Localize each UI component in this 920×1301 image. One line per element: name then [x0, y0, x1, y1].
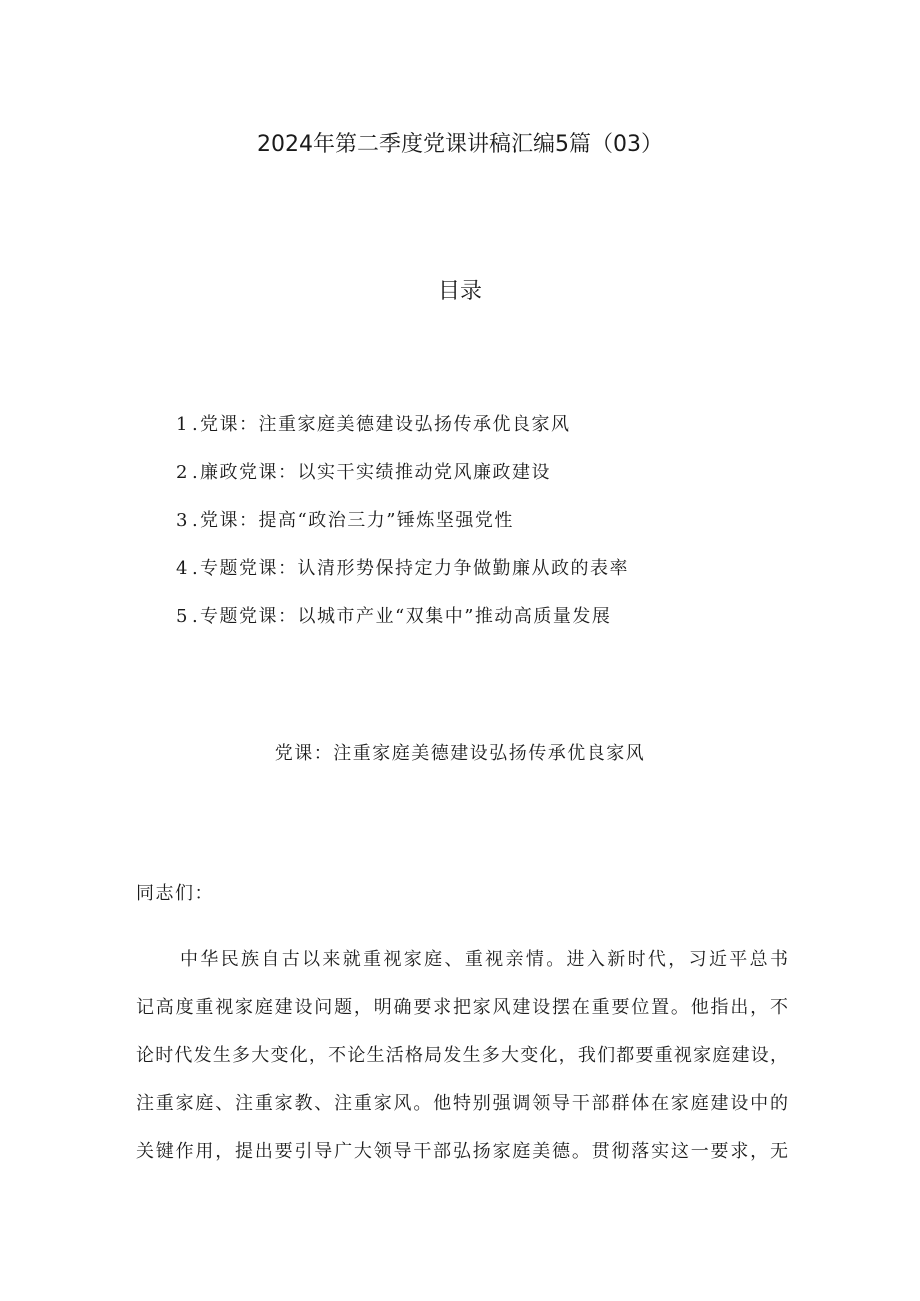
- document-title: 2024年第二季度党课讲稿汇编5篇（03）: [257, 132, 663, 157]
- toc-item-separator: .: [192, 414, 200, 435]
- section-title: 党课：注重家庭美德建设弘扬传承优良家风: [274, 743, 646, 764]
- toc-heading: 目录: [437, 279, 482, 304]
- toc-item-separator: .: [192, 606, 200, 627]
- toc-item[interactable]: [176, 456, 796, 504]
- toc-item-text: 专题党课：以城市产业“双集中”推动高质量发展: [200, 606, 612, 627]
- toc-item-number: 5: [176, 606, 189, 627]
- body-line: 记高度重视家庭建设问题，明确要求把家风建设摆在重要位置。他指出，不: [136, 997, 788, 1018]
- toc-item-separator: .: [192, 558, 200, 579]
- toc-item-text: 党课：注重家庭美德建设弘扬传承优良家风: [200, 414, 571, 435]
- toc-item-number: 2: [176, 462, 189, 483]
- body-line: 中华民族自古以来就重视家庭、重视亲情。进入新时代，习近平总书: [180, 949, 788, 970]
- toc-item-text: 党课：提高“政治三力”锤炼坚强党性: [200, 510, 514, 531]
- toc-item-number: 4: [176, 558, 189, 579]
- toc-item-separator: .: [192, 510, 200, 531]
- toc-item-number: 1: [176, 414, 189, 435]
- toc-item-separator: .: [192, 462, 200, 483]
- toc-item-text: 廉政党课：以实干实绩推动党风廉政建设: [200, 462, 551, 483]
- salutation: 同志们：: [136, 883, 214, 904]
- toc-item[interactable]: [176, 408, 796, 456]
- body-line: 关键作用，提出要引导广大领导干部弘扬家庭美德。贯彻落实这一要求，无: [136, 1141, 788, 1162]
- toc-item-number: 3: [176, 510, 189, 531]
- toc-item-text: 专题党课：认清形势保持定力争做勤廉从政的表率: [200, 558, 629, 579]
- body-line: 注重家庭、注重家教、注重家风。他特别强调领导干部群体在家庭建设中的: [136, 1093, 788, 1114]
- body-paragraph: [136, 940, 788, 1180]
- toc-item[interactable]: [176, 552, 796, 600]
- toc-item[interactable]: [176, 504, 796, 552]
- body-line: 论时代发生多大变化，不论生活格局发生多大变化，我们都要重视家庭建设，: [136, 1045, 788, 1066]
- table-of-contents: [176, 408, 796, 648]
- toc-item[interactable]: [176, 600, 796, 648]
